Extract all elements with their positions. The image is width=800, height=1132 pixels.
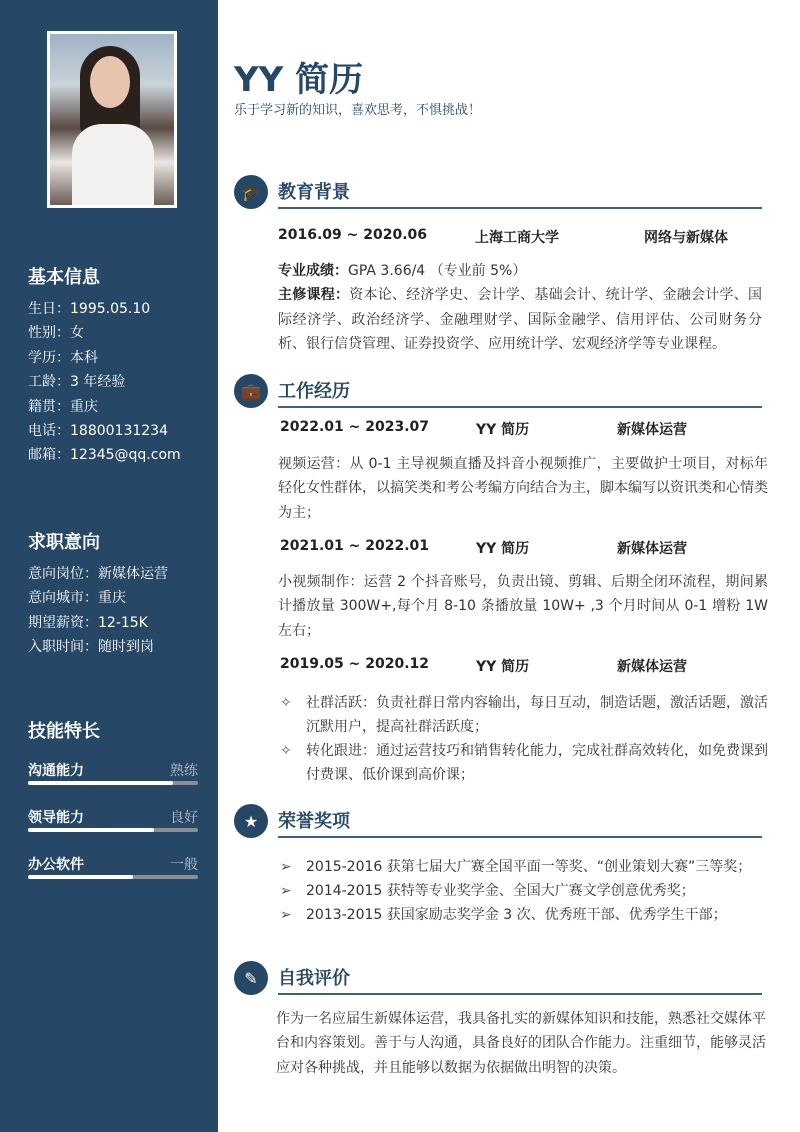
basic-info-list <box>28 297 181 468</box>
self-eval-section-header <box>234 961 762 995</box>
self-eval-text: 作为一名应届生新媒体运营，我具备扎实的新媒体知识和技能，熟悉社交媒体平台和内容策划。善于与人沟通，具备良好的团队合作能力。注重细节，能够灵活应对各种挑战，并且能够以数据为依据做出明智的决策。 <box>276 1011 766 1076</box>
skill-bar-fill <box>28 828 154 832</box>
arrow-bullet-icon: ➢ <box>280 883 292 899</box>
honors-list <box>278 855 768 927</box>
pen-icon: ✎ <box>234 961 268 995</box>
job-period: 2021.01 ~ 2022.01 <box>280 538 430 554</box>
courses-label: 主修课程： <box>278 287 350 304</box>
job-company: YY 简历 <box>476 541 530 557</box>
graduation-cap-icon: 🎓 <box>234 175 268 209</box>
job-company: YY 简历 <box>476 422 530 438</box>
honor-text: 2013-2015 获国家励志奖学金 3 次、优秀班干部、优秀学生干部； <box>306 907 727 923</box>
honors-section-header <box>234 804 762 838</box>
job-desc: 小视频制作：运营 2 个抖音账号，负责出镜、剪辑、后期全闭环流程，期间累计播放量 300W+,每个月 8-10 条播放量 10W+ ,3 个月时间从 0-1 增粉 1W 左右； <box>278 574 768 639</box>
section-title: 工作经历 <box>278 381 350 402</box>
divider <box>278 836 762 838</box>
score-label: 专业成绩： <box>278 263 348 279</box>
skill-name: 办公软件 <box>28 857 84 873</box>
skills-heading: 技能特长 <box>28 721 100 742</box>
sidebar <box>0 0 218 1132</box>
job-intent-list <box>28 562 168 660</box>
skill-item <box>28 760 198 780</box>
edu-details <box>278 259 762 357</box>
bullet-item <box>278 691 768 739</box>
score: GPA 3.66/4 （专业前 5%） <box>348 263 527 279</box>
job-intent-heading: 求职意向 <box>28 532 100 553</box>
skill-bar <box>28 828 198 832</box>
briefcase-icon: 💼 <box>234 374 268 408</box>
job-period: 2019.05 ~ 2020.12 <box>280 656 430 672</box>
bullet-text: 社群活跃：负责社群日常内容输出，每日互动，制造话题，激活话题，激活沉默用户，提高社群活跃度； <box>306 695 768 735</box>
diamond-icon: ✧ <box>280 743 292 759</box>
divider <box>278 207 762 209</box>
divider <box>278 406 762 408</box>
edu-major: 网络与新媒体 <box>644 230 728 246</box>
skill-bar-fill <box>28 781 173 785</box>
skill-bar <box>28 781 198 785</box>
arrow-bullet-icon: ➢ <box>280 859 292 875</box>
job-role: 新媒体运营 <box>617 659 687 675</box>
honor-text: 2014-2015 获特等专业奖学金、全国大广赛文学创意优秀奖； <box>306 883 695 899</box>
courses: 资本论、经济学史、会计学、基础会计、统计学、金融会计学、国际经济学、政治经济学、金融理财学、国际金融学、信用评估、公司财务分析、银行信贷管理、证券投资学、应用统计学、宏观经济学等专业课程。 <box>278 287 763 353</box>
job-role: 新媒体运营 <box>617 422 687 438</box>
skill-item <box>28 807 198 827</box>
arrow-bullet-icon: ➢ <box>280 907 292 923</box>
gender: 性别：女 <box>28 325 84 342</box>
skill-bar-fill <box>28 875 133 879</box>
basic-info-heading: 基本信息 <box>28 267 100 288</box>
job-role: 新媒体运营 <box>617 541 687 557</box>
phone: 电话：18800131234 <box>28 423 168 440</box>
job-company: YY 简历 <box>476 659 530 675</box>
job-desc: 视频运营：从 0-1 主导视频直播及抖音小视频推广，主要做护士项目，对标年轻化女性群体，以搞笑类和考公考编方向结合为主，脚本编写以资讯类和心情类为主； <box>278 456 768 521</box>
diamond-icon: ✧ <box>280 695 292 711</box>
resume-subtitle: 乐于学习新的知识，喜欢思考，不惧挑战！ <box>234 103 482 118</box>
experience-years: 工龄：3 年经验 <box>28 374 126 391</box>
email: 邮箱：12345@qq.com <box>28 447 181 464</box>
skill-bar <box>28 875 198 879</box>
bullet-item <box>278 739 768 787</box>
medal-icon: ★ <box>234 804 268 838</box>
edu-period: 2016.09 ~ 2020.06 <box>278 227 428 243</box>
education-section-header <box>234 175 762 209</box>
work-section-header <box>234 374 762 408</box>
skill-name: 领导能力 <box>28 810 84 826</box>
intent-position: 意向岗位：新媒体运营 <box>28 566 168 582</box>
intent-salary: 期望薪资：12-15K <box>28 614 148 631</box>
intent-start: 入职时间：随时到岗 <box>28 639 154 656</box>
skill-level: 熟练 <box>170 763 198 779</box>
honor-item <box>278 879 768 903</box>
job-period: 2022.01 ~ 2023.07 <box>280 419 430 435</box>
skill-item <box>28 854 198 874</box>
honor-item <box>278 855 768 879</box>
honor-item <box>278 903 768 927</box>
bullet-text: 转化跟进：通过运营技巧和销售转化能力，完成社群高效转化，如免费课到付费课、低价课到高价课； <box>306 743 768 783</box>
skill-level: 一般 <box>170 857 198 873</box>
profile-photo <box>47 31 177 208</box>
skill-name: 沟通能力 <box>28 763 84 779</box>
intent-city: 意向城市：重庆 <box>28 590 126 607</box>
job-bullets <box>278 691 768 787</box>
edu-school: 上海工商大学 <box>475 230 559 246</box>
honor-text: 2015-2016 获第七届大广赛全国平面一等奖、“创业策划大赛”三等奖； <box>306 859 752 875</box>
birthday: 生日：1995.05.10 <box>28 301 151 317</box>
section-title: 自我评价 <box>278 968 350 989</box>
divider <box>278 993 762 995</box>
hometown: 籍贯：重庆 <box>28 398 98 415</box>
education-level: 学历：本科 <box>28 349 98 366</box>
section-title: 荣誉奖项 <box>278 811 350 832</box>
skill-level: 良好 <box>170 810 198 826</box>
section-title: 教育背景 <box>278 182 350 203</box>
resume-title: YY 简历 <box>234 60 364 100</box>
